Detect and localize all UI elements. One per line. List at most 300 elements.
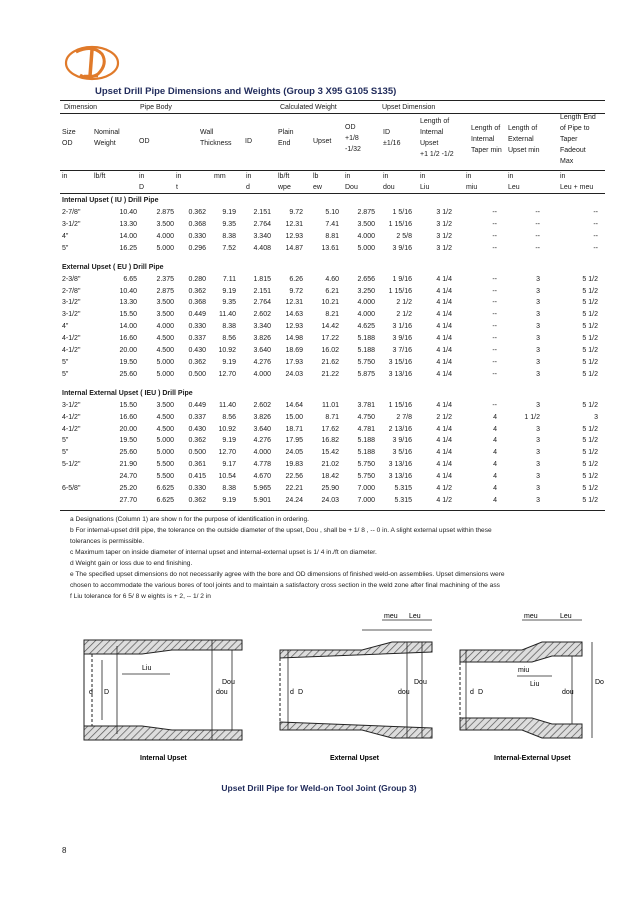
unit-label: in (560, 173, 566, 180)
table-cell: 3.340 (253, 232, 271, 240)
table-cell: 3 (536, 473, 540, 481)
table-cell: -- (535, 244, 540, 252)
table-cell: 0.368 (188, 299, 206, 307)
table-cell: -- (492, 244, 497, 252)
table-cell: 3 (536, 311, 540, 319)
table-cell: 13.30 (119, 220, 137, 228)
svg-text:dou: dou (562, 689, 574, 696)
table-cell: 5" (62, 244, 69, 252)
table-cell: 0.362 (188, 287, 206, 295)
table-cell: 0.449 (188, 311, 206, 319)
svg-text:Do: Do (595, 679, 604, 686)
column-header: Max (560, 158, 574, 165)
svg-text:dou: dou (216, 689, 228, 696)
table-cell: 3 9/16 (392, 244, 412, 252)
table-cell: 21.22 (321, 370, 339, 378)
rule (60, 510, 605, 511)
table-cell: 25.60 (119, 449, 137, 457)
column-header: +1 1/2 -1/2 (420, 151, 454, 158)
table-cell: 12.70 (218, 370, 236, 378)
unit-label: in (62, 173, 68, 180)
table-cell: 24.05 (285, 449, 303, 457)
column-header: Length End (560, 114, 596, 121)
symbol-label: miu (466, 184, 478, 191)
table-cell: 4.000 (357, 311, 375, 319)
column-header: Upset (420, 140, 439, 147)
table-cell: 3 (536, 401, 540, 409)
table-cell: 5.000 (357, 244, 375, 252)
table-cell: 4.500 (156, 347, 174, 354)
table-cell: 8.21 (325, 311, 339, 319)
table-cell: 2 1/2 (396, 299, 412, 307)
table-cell: 9.19 (222, 358, 236, 366)
footnote: b For internal-upset drill pipe, the tolerance on the outside diameter of the upset, Dou , shall be + 1/ 8 , -- 0 in. A slight external upset within these (70, 527, 492, 534)
table-cell: -- (492, 287, 497, 295)
table-cell: 2-7/8" (62, 287, 81, 295)
table-cell: 3 (536, 275, 540, 283)
table-cell: 4.500 (156, 335, 174, 343)
table-cell: 5.000 (156, 370, 174, 378)
column-header: Taper min (471, 147, 502, 154)
table-cell: 4 1/4 (436, 275, 452, 283)
table-cell: 3 1/16 (392, 323, 412, 331)
table-cell: 15.00 (285, 413, 303, 421)
table-cell: 3 (536, 323, 540, 331)
symbol-label: d (246, 184, 250, 191)
table-cell: 4 1/4 (436, 401, 452, 409)
table-cell: 4 (493, 461, 497, 469)
table-cell: 4 (493, 413, 497, 421)
table-cell: 20.00 (119, 425, 137, 433)
table-cell: 4 1/4 (436, 437, 452, 445)
table-cell: 8.38 (222, 232, 236, 240)
table-cell: 3.826 (253, 335, 271, 343)
table-cell: 16.60 (119, 413, 137, 421)
table-cell: 4 (493, 485, 497, 492)
table-cell: 6-5/8" (62, 485, 81, 492)
table-cell: 4 1/2 (436, 496, 452, 504)
table-cell: 14.63 (285, 311, 303, 319)
section-heading: Internal Upset ( IU ) Drill Pipe (62, 197, 159, 204)
table-cell: 3 7/16 (392, 347, 412, 354)
table-cell: 5 1/2 (582, 485, 598, 492)
table-cell: -- (492, 299, 497, 307)
table-cell: 3.500 (156, 299, 174, 307)
table-cell: 13.30 (119, 299, 137, 307)
unit-label: in (176, 173, 182, 180)
table-cell: 12.93 (285, 232, 303, 240)
svg-text:dou: dou (398, 689, 410, 696)
table-cell: 8.81 (325, 232, 339, 240)
table-cell: 3 1/2 (436, 244, 452, 252)
table-cell: 7.41 (325, 220, 339, 228)
column-header: Length of (508, 125, 538, 132)
table-cell: 9.19 (222, 437, 236, 445)
table-cell: 5 1/2 (582, 347, 598, 354)
table-cell: 4.000 (253, 370, 271, 378)
column-header: -1/32 (345, 146, 361, 153)
table-cell: 4 1/2 (436, 485, 452, 492)
table-cell: 4.276 (253, 358, 271, 366)
table-cell: 2 13/16 (388, 425, 412, 433)
table-cell: 5.875 (357, 370, 375, 378)
column-header: Internal (471, 136, 495, 143)
table-cell: 25.20 (119, 485, 137, 492)
table-cell: 24.03 (321, 496, 339, 504)
table-cell: 9.19 (222, 287, 236, 295)
table-cell: 4.750 (357, 413, 375, 421)
table-cell: 0.337 (188, 413, 206, 421)
table-cell: 8.56 (222, 413, 236, 421)
table-cell: 5 1/2 (582, 461, 598, 469)
unit-label: in (420, 173, 426, 180)
column-header: Plain (278, 129, 294, 136)
rule (60, 193, 605, 194)
unit-label: in (345, 173, 351, 180)
table-cell: 5 1/2 (582, 496, 598, 504)
table-cell: 4-1/2" (62, 347, 81, 354)
table-cell: 0.337 (188, 335, 206, 343)
table-cell: -- (492, 335, 497, 343)
table-cell: 16.82 (321, 437, 339, 445)
unit-label: in (383, 173, 389, 180)
table-cell: 8.38 (222, 323, 236, 331)
table-cell: 3.640 (253, 425, 271, 433)
table-cell: 4.408 (253, 244, 271, 252)
column-header: ID (383, 129, 390, 136)
table-cell: 4.670 (253, 473, 271, 481)
ieu-label: Internal-External Upset (494, 755, 571, 762)
table-cell: 10.92 (218, 425, 236, 433)
table-cell: 2-3/8" (62, 275, 81, 283)
column-header: OD (345, 124, 356, 131)
group-header: Upset Dimension (382, 104, 436, 111)
table-cell: 0.500 (188, 370, 206, 378)
table-cell: 10.40 (119, 287, 137, 295)
table-cell: 5.000 (156, 437, 174, 445)
group-header: Calculated Weight (280, 104, 337, 111)
table-cell: -- (492, 275, 497, 283)
table-cell: 0.449 (188, 401, 206, 409)
table-cell: 0.362 (188, 358, 206, 366)
table-cell: 2 7/8 (396, 413, 412, 421)
table-cell: 12.70 (218, 449, 236, 457)
table-cell: 2.764 (253, 299, 271, 307)
table-cell: 3 (536, 461, 540, 469)
table-cell: 3 (536, 485, 540, 492)
table-cell: 5.315 (394, 496, 412, 504)
table-cell: 3 1/2 (436, 209, 452, 216)
column-header: Upset (313, 138, 332, 145)
table-cell: 2.151 (253, 287, 271, 295)
table-cell: -- (492, 401, 497, 409)
table-cell: 24.70 (119, 473, 137, 481)
table-cell: 5.750 (357, 473, 375, 481)
section-heading: External Upset ( EU ) Drill Pipe (62, 263, 164, 271)
table-cell: 5 1/2 (582, 323, 598, 331)
table-cell: 18.71 (285, 425, 303, 433)
column-header: Thickness (200, 140, 232, 147)
table-cell: 17.22 (321, 335, 339, 343)
table-cell: 4 1/4 (436, 473, 452, 481)
table-cell: 16.02 (321, 347, 339, 354)
table-cell: 5.750 (357, 358, 375, 366)
table-cell: 4 1/4 (436, 358, 452, 366)
table-cell: 0.415 (188, 473, 206, 481)
table-cell: 2.602 (253, 401, 271, 409)
table-cell: 0.500 (188, 449, 206, 457)
table-cell: 3 (536, 335, 540, 343)
table-cell: 2.764 (253, 220, 271, 228)
table-cell: 3 (536, 449, 540, 457)
table-cell: 3 (536, 287, 540, 295)
table-cell: 3.781 (357, 401, 375, 409)
table-cell: 4 1/4 (436, 335, 452, 343)
external-upset-figure (280, 613, 432, 762)
table-cell: 5 1/2 (582, 425, 598, 433)
table-cell: 5" (62, 449, 69, 457)
table-cell: -- (535, 220, 540, 228)
table-cell: 3 1/2 (436, 232, 452, 240)
table-cell: 0.362 (188, 209, 206, 216)
table-cell: 9.35 (222, 299, 236, 307)
table-cell: 9.19 (222, 209, 236, 216)
table-cell: 24.03 (285, 370, 303, 378)
svg-text:d: d (290, 689, 294, 696)
table-cell: 9.35 (222, 220, 236, 228)
rule (60, 170, 605, 171)
column-header: Internal (420, 129, 444, 136)
group-header: Dimension (64, 104, 98, 111)
table-cell: 4.778 (253, 461, 271, 469)
table-cell: 9.19 (222, 496, 236, 504)
table-cell: 3-1/2" (62, 220, 81, 228)
table-cell: 5.000 (156, 358, 174, 366)
table-cell: 4 1/4 (436, 449, 452, 457)
table-cell: 4.000 (253, 449, 271, 457)
column-header: OD (139, 138, 150, 145)
table-cell: 3 13/16 (388, 473, 412, 481)
column-header: +1/8 (345, 135, 359, 142)
table-cell: 12.93 (285, 323, 303, 331)
table-cell: 5.188 (357, 335, 375, 343)
table-cell: 4 (493, 437, 497, 445)
table-cell: 4" (62, 232, 69, 240)
table-cell: 4 1/4 (436, 287, 452, 295)
table-cell: 16.60 (119, 335, 137, 343)
table-cell: 12.31 (285, 220, 303, 228)
table-cell: 5 1/2 (582, 437, 598, 445)
table-cell: 3-1/2" (62, 311, 81, 319)
table-cell: 6.21 (325, 287, 339, 295)
table-cell: 5.188 (357, 449, 375, 457)
table-cell: 5 1/2 (582, 401, 598, 409)
footnote: c Maximum taper on inside diameter of internal upset and internal-external upset is 1/ 4 in./ft on diameter. (70, 549, 377, 556)
table-cell: -- (492, 220, 497, 228)
unit-label: lb/ft (278, 173, 290, 180)
table-cell: 3-1/2" (62, 299, 81, 307)
table-cell: -- (492, 311, 497, 319)
table-cell: 3 9/16 (392, 437, 412, 445)
table-cell: 5" (62, 370, 69, 378)
table-cell: 1 15/16 (388, 401, 412, 409)
table-cell: 4-1/2" (62, 335, 81, 343)
table-cell: 5.315 (394, 485, 412, 492)
table-cell: 3 9/16 (392, 335, 412, 343)
table-cell: 14.64 (285, 401, 303, 409)
table-cell: 1.815 (253, 275, 271, 283)
table-cell: -- (492, 232, 497, 240)
table-cell: 10.40 (119, 209, 137, 216)
table-cell: 3 (536, 370, 540, 378)
table-cell: -- (492, 347, 497, 354)
svg-text:Dou: Dou (222, 679, 235, 686)
table-cell: 3 (536, 437, 540, 445)
table-cell: 2.602 (253, 311, 271, 319)
table-cell: 5.188 (357, 347, 375, 354)
svg-text:D: D (478, 689, 484, 696)
table-cell: 2-7/8" (62, 209, 81, 216)
table-cell: 4.625 (357, 323, 375, 331)
internal-upset-figure (84, 640, 242, 762)
table-cell: 0.330 (188, 485, 206, 492)
table-cell: 0.362 (188, 496, 206, 504)
table-cell: 5" (62, 358, 69, 366)
unit-label: lb/ft (94, 173, 106, 180)
table-cell: 14.87 (285, 244, 303, 252)
table-cell: 25.60 (119, 370, 137, 378)
table-cell: 3.826 (253, 413, 271, 421)
table-cell: 12.31 (285, 299, 303, 307)
table-cell: 10.21 (321, 299, 339, 307)
table-cell: 5 1/2 (582, 275, 598, 283)
svg-text:d: d (89, 689, 93, 696)
table-cell: 0.296 (188, 244, 206, 252)
footnote: chosen to accommodate the various bores of tool joints and to maintain a satisfactory cross section in the weld zone after final machining of the ass (70, 582, 500, 589)
table-cell: 5.188 (357, 437, 375, 445)
table-cell: 9.72 (289, 287, 303, 295)
table-cell: 3 (536, 496, 540, 504)
table-cell: 19.50 (119, 358, 137, 366)
table-cell: 5.965 (253, 485, 271, 492)
section-heading: Internal External Upset ( IEU ) Drill Pipe (62, 389, 193, 397)
table-cell: 4.500 (156, 425, 174, 433)
table-cell: 21.90 (119, 461, 137, 469)
column-header: of Pipe to (560, 125, 590, 132)
table-cell: 7.11 (222, 275, 236, 283)
table-cell: 3 13/16 (388, 461, 412, 469)
table-cell: 4.276 (253, 437, 271, 445)
table-cell: 21.02 (321, 461, 339, 469)
table-cell: 11.40 (219, 311, 236, 319)
table-cell: 3.250 (357, 287, 375, 295)
table-cell: 3.500 (156, 220, 174, 228)
table-cell: 5 1/2 (582, 335, 598, 343)
table-cell: 4.781 (357, 425, 375, 433)
table-cell: 3.500 (156, 401, 174, 409)
table-cell: 24.24 (285, 496, 303, 504)
footnote: tolerances is permissible. (70, 538, 145, 545)
table-cell: 19.50 (119, 437, 137, 445)
table-cell: 2 1/2 (396, 311, 412, 319)
table-cell: 5.000 (156, 244, 174, 252)
table-cell: 2.656 (357, 275, 375, 283)
table-cell: 4 1/4 (436, 323, 452, 331)
table-cell: 5.10 (325, 209, 339, 216)
table-cell: 16.25 (119, 244, 137, 252)
table-cell: 3.500 (357, 220, 375, 228)
column-header: ±1/16 (383, 140, 401, 147)
footnote: d Weight gain or loss due to end finishing. (70, 560, 193, 567)
symbol-label: t (176, 184, 178, 191)
table-cell: 5-1/2" (62, 461, 81, 469)
table-cell: 1 15/16 (388, 220, 412, 228)
table-cell: 2.375 (156, 275, 174, 283)
table-cell: 0.330 (188, 323, 206, 331)
table-cell: 4.500 (156, 413, 174, 421)
table-cell: 2.875 (156, 287, 174, 295)
table-cell: 3 (536, 358, 540, 366)
column-header: Taper (560, 136, 578, 143)
table-cell: 8.56 (222, 335, 236, 343)
table-cell: 4 1/4 (436, 347, 452, 354)
symbol-label: dou (383, 184, 395, 191)
table-cell: 17.62 (321, 425, 339, 433)
unit-label: in (139, 173, 145, 180)
table-cell: 4 1/4 (436, 370, 452, 378)
table-cell: 11.01 (322, 401, 339, 409)
table-cell: 0.280 (188, 275, 206, 283)
table-cell: 2 5/8 (396, 232, 412, 240)
table-cell: 27.70 (119, 496, 137, 504)
table-cell: 10.54 (218, 473, 236, 481)
table-cell: 5" (62, 437, 69, 445)
table-cell: 22.21 (285, 485, 303, 492)
footnote: e The specified upset dimensions do not necessarily agree with the bore and OD dimensions of finished weld-on assemblies. Upset dimensions were (70, 571, 505, 578)
column-header: Size (62, 129, 76, 136)
table-cell: 3 (536, 299, 540, 307)
table-cell: 1 9/16 (392, 275, 412, 283)
column-header: Fadeout (560, 147, 586, 154)
symbol-label: Liu (420, 184, 430, 191)
table-cell: 18.42 (321, 473, 339, 481)
table-cell: 0.362 (188, 437, 206, 445)
table-cell: 3 15/16 (388, 358, 412, 366)
table-cell: 15.50 (119, 311, 137, 319)
table-cell: 15.50 (119, 401, 137, 409)
table-cell: -- (535, 232, 540, 240)
table-cell: -- (593, 232, 598, 240)
table-cell: -- (535, 209, 540, 216)
table-cell: 15.42 (321, 449, 339, 457)
table-cell: 4.000 (357, 299, 375, 307)
svg-text:Leu: Leu (409, 613, 421, 620)
table-cell: 20.00 (119, 347, 137, 354)
table-cell: 4 1/4 (436, 425, 452, 433)
table-cell: -- (492, 209, 497, 216)
table-cell: 0.368 (188, 220, 206, 228)
svg-text:meu: meu (524, 613, 538, 620)
figure-caption: Upset Drill Pipe for Weld-on Tool Joint (Group 3) (221, 783, 417, 793)
table-cell: 4.60 (325, 275, 339, 283)
symbol-label: wpe (278, 184, 291, 191)
table-cell: 4-1/2" (62, 413, 81, 421)
svg-text:D: D (104, 689, 110, 696)
svg-text:d: d (470, 689, 474, 696)
unit-label: lb (313, 173, 319, 180)
table-cell: -- (593, 220, 598, 228)
unit-label: in (508, 173, 514, 180)
